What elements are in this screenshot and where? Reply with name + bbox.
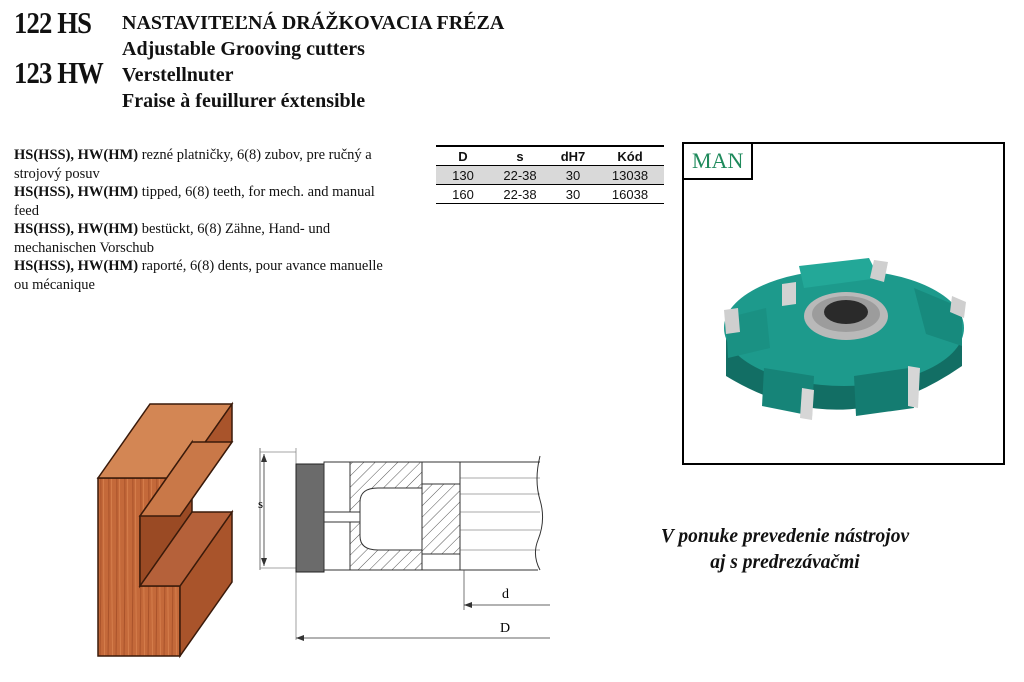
cell-d: 160 <box>436 185 490 204</box>
product-code-122hs: 122 HS <box>14 5 92 40</box>
cell-kod: 16038 <box>596 185 664 204</box>
cell-dh7: 30 <box>550 166 596 185</box>
description-sk: HS(HSS), HW(HM) rezné platničky, 6(8) zubov, pre ručný a strojový posuv <box>14 147 372 182</box>
note-block <box>610 524 960 576</box>
col-header-s: s <box>490 146 550 166</box>
title-block <box>122 10 504 114</box>
description-de: HS(HSS), HW(HM) bestückt, 6(8) Zähne, Hand- und mechanischen Vorschub <box>14 221 331 256</box>
title-fr: Fraise à feuillurer éxtensible <box>122 90 366 112</box>
cell-s: 22-38 <box>490 166 550 185</box>
description-fr: HS(HSS), HW(HM) raporté, 6(8) dents, pour avance manuelle ou mécanique <box>14 258 383 293</box>
title-en: Adjustable Grooving cutters <box>122 38 365 60</box>
title-de: Verstellnuter <box>122 64 234 86</box>
cell-dh7: 30 <box>550 185 596 204</box>
man-label: MAN <box>684 144 753 180</box>
title-sk: NASTAVITEĽNÁ DRÁŽKOVACIA FRÉZA <box>122 12 505 34</box>
table-row <box>436 185 664 204</box>
cell-kod: 13038 <box>596 166 664 185</box>
col-header-kod: Kód <box>596 146 664 166</box>
wood-groove-illustration <box>90 398 240 660</box>
table-header-row <box>436 146 664 166</box>
dim-label-d: d <box>502 587 509 602</box>
dim-label-s: s <box>258 496 264 511</box>
description-en: HS(HSS), HW(HM) tipped, 6(8) teeth, for mech. and manual feed <box>14 184 375 219</box>
note-line-2: aj s predrezávačmi <box>710 552 860 573</box>
product-photo-frame <box>682 142 1005 465</box>
dim-label-D: D <box>500 621 511 636</box>
note-line-1: V ponuke prevedenie nástrojov <box>660 526 910 547</box>
technical-drawing <box>250 440 550 650</box>
cell-d: 130 <box>436 166 490 185</box>
spec-table <box>436 145 664 204</box>
col-header-dh7: dH7 <box>550 146 596 166</box>
grooving-cutter-image <box>704 248 984 448</box>
product-code-123hw: 123 HW <box>14 55 103 90</box>
col-header-d-outer: D <box>436 146 490 166</box>
cell-s: 22-38 <box>490 185 550 204</box>
description-block <box>14 146 399 294</box>
table-row <box>436 166 664 185</box>
